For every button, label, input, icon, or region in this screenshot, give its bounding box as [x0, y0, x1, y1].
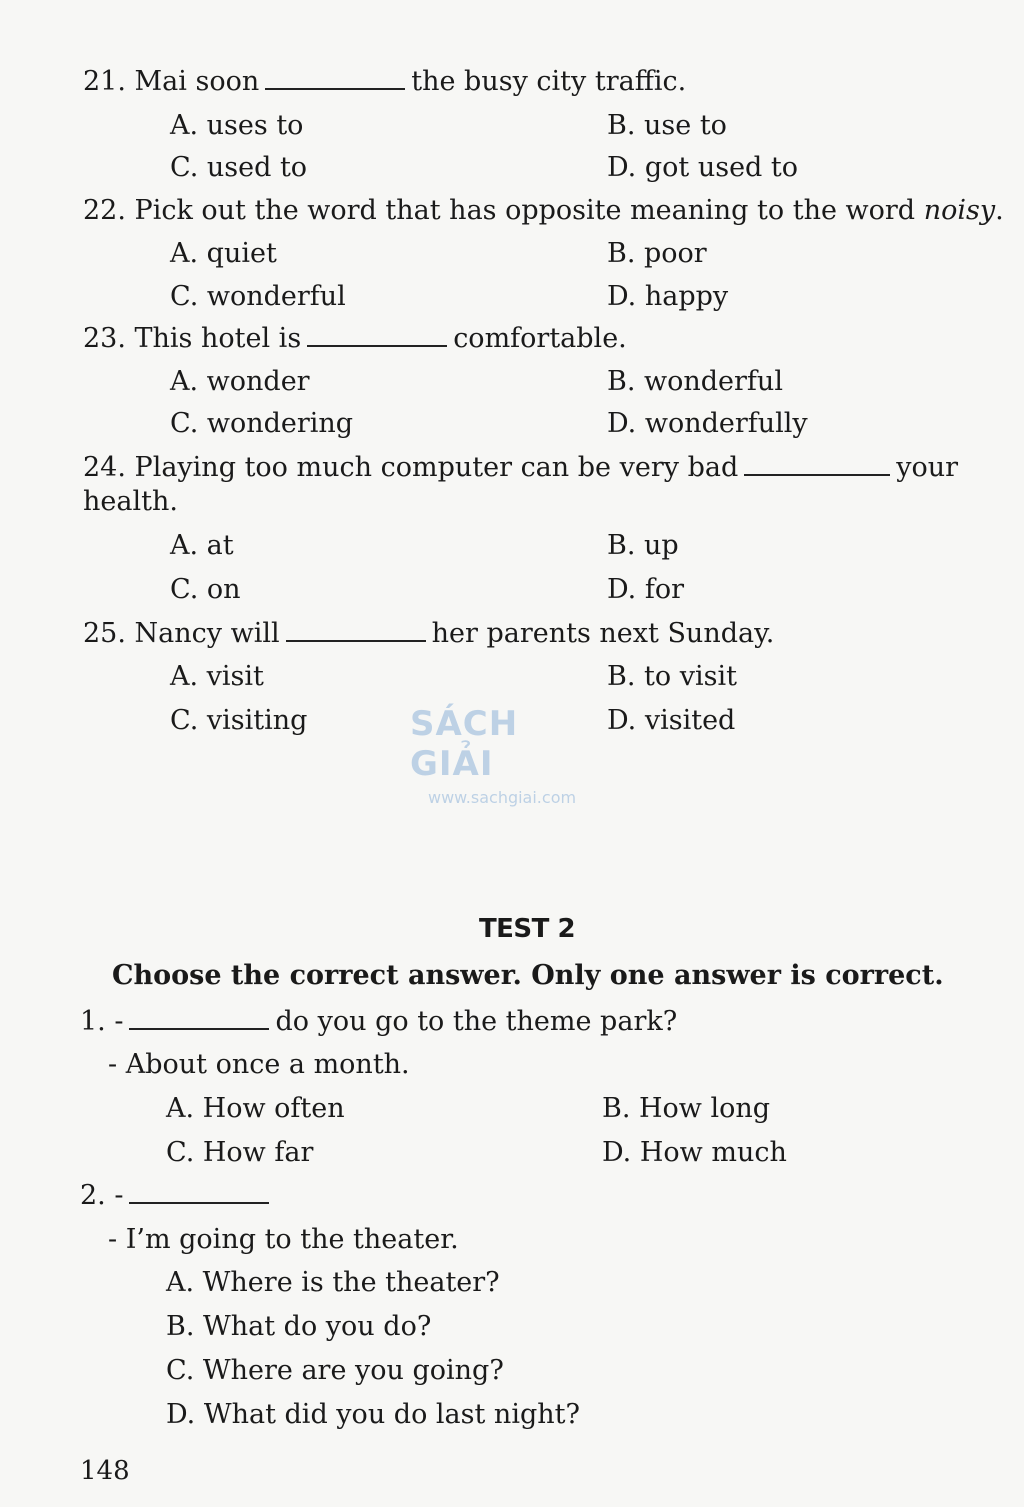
test2-option-1-a: A. How often — [166, 1093, 345, 1124]
test-title: TEST 2 — [478, 914, 576, 944]
option-22-a: A. quiet — [170, 238, 277, 269]
test2-option-1-d: D. How much — [602, 1137, 787, 1168]
option-24-c: C. on — [170, 574, 241, 605]
question-21-text-after: the busy city traffic. — [411, 66, 687, 97]
answer-blank — [129, 1010, 269, 1030]
question-22-emphasis: noisy — [923, 195, 996, 226]
question-23-text-after: comfortable. — [453, 323, 627, 354]
question-25-stem — [83, 618, 774, 650]
question-22-stem: 22. Pick out the word that has opposite meaning to the word noisy. — [83, 195, 1004, 226]
option-21-b: B. use to — [607, 110, 727, 141]
test2-question-2-stem — [80, 1180, 275, 1212]
watermark-logo: SÁCH GIẢI — [410, 704, 519, 784]
question-number: 1. - — [80, 1006, 124, 1037]
answer-blank — [286, 622, 426, 642]
question-23-text-before: 23. This hotel is — [83, 323, 302, 354]
test2-option-2-d: D. What did you do last night? — [166, 1399, 580, 1430]
answer-blank — [744, 456, 890, 476]
instruction: Choose the correct answer. Only one answer is correct. — [112, 960, 944, 991]
option-22-c: C. wonderful — [170, 281, 346, 312]
test2-option-1-b: B. How long — [602, 1093, 771, 1124]
question-21-text-before: 21. Mai soon — [83, 66, 260, 97]
test2-option-1-c: C. How far — [166, 1137, 314, 1168]
option-25-c: C. visiting — [170, 705, 308, 736]
question-25-text-before: 25. Nancy will — [83, 618, 280, 649]
option-23-d: D. wonderfully — [607, 408, 808, 439]
question-23-stem — [83, 323, 627, 355]
option-23-c: C. wondering — [170, 408, 354, 439]
option-21-a: A. uses to — [170, 110, 304, 141]
answer-blank — [265, 70, 405, 90]
answer-blank — [129, 1184, 269, 1204]
option-25-d: D. visited — [607, 705, 736, 736]
test2-question-2-reply: - I’m going to the theater. — [108, 1224, 459, 1255]
question-24-text-after: your — [896, 452, 959, 483]
test2-option-2-a: A. Where is the theater? — [166, 1267, 500, 1298]
question-22-text: 22. Pick out the word that has opposite meaning to the word — [83, 195, 916, 226]
option-25-a: A. visit — [170, 661, 264, 692]
test2-option-2-b: B. What do you do? — [166, 1311, 432, 1342]
watermark — [410, 704, 610, 807]
option-22-b: B. poor — [607, 238, 707, 269]
option-24-b: B. up — [607, 530, 679, 561]
question-24-stem — [83, 452, 958, 484]
question-25-text-after: her parents next Sunday. — [431, 618, 775, 649]
option-24-a: A. at — [170, 530, 234, 561]
option-22-d: D. happy — [607, 281, 729, 312]
question-21-stem — [83, 66, 686, 98]
option-25-b: B. to visit — [607, 661, 737, 692]
watermark-url: www.sachgiai.com — [428, 788, 577, 807]
test2-question-1-reply: - About once a month. — [108, 1049, 410, 1080]
option-23-a: A. wonder — [170, 366, 310, 397]
option-21-d: D. got used to — [607, 152, 799, 183]
test2-question-1-text: do you go to the theme park? — [275, 1006, 678, 1037]
page-number: 148 — [80, 1456, 130, 1486]
question-24-text-before: 24. Playing too much computer can be very bad — [83, 452, 739, 483]
option-21-c: C. used to — [170, 152, 308, 183]
test2-question-1-stem — [80, 1006, 677, 1038]
option-24-d: D. for — [607, 574, 685, 605]
option-23-b: B. wonderful — [607, 366, 783, 397]
test2-option-2-c: C. Where are you going? — [166, 1355, 504, 1386]
question-24-stem-line2: health. — [83, 486, 178, 517]
answer-blank — [307, 327, 447, 347]
question-number: 2. - — [80, 1180, 124, 1211]
